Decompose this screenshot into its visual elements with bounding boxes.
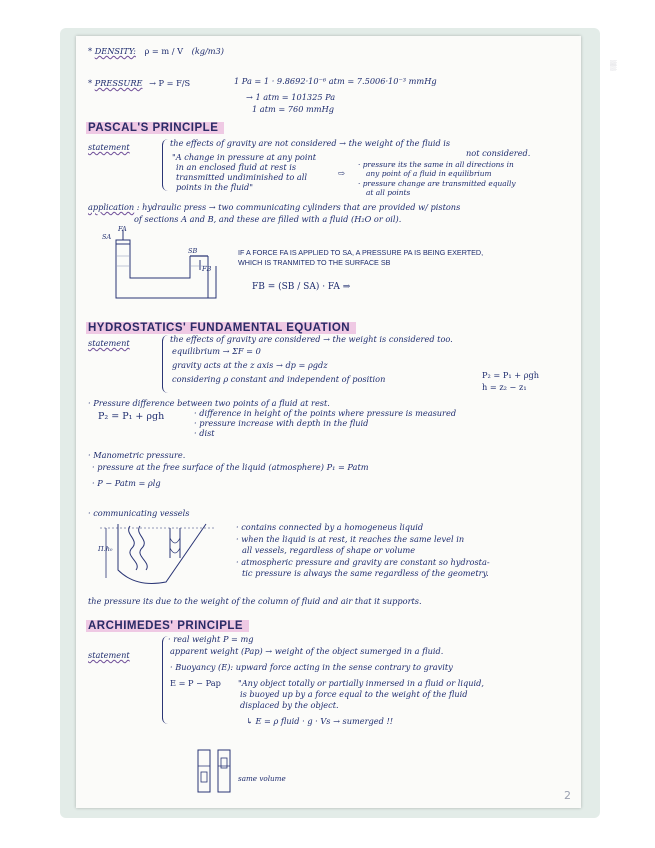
arch-brace xyxy=(162,636,169,724)
density-label: DENSITY: xyxy=(94,46,136,56)
communicating-vessels-figure xyxy=(96,518,224,590)
vessels-v3: all vessels, regardless of shape or volume xyxy=(242,545,416,555)
fb-formula: FB = (SB / SA) · FA ⇒ xyxy=(252,282,351,292)
arch-q4: ↳ E = ρ fluid · g · Vs → sumerged !! xyxy=(246,716,394,726)
bleed-through-text: ▒ xyxy=(610,60,617,70)
arch-a1: · real weight P = mg xyxy=(168,634,254,644)
arch-q2: is buoyed up by a force equal to the weight of the fluid xyxy=(240,689,468,699)
density-unit: (kg/m3) xyxy=(191,46,224,56)
hydro-eq2: h = z₂ − z₁ xyxy=(482,382,527,392)
vessels-v1: · contains connected by a homogeneus liquid xyxy=(236,522,424,532)
pascal-statement-label: statement xyxy=(88,142,130,152)
hydro-s3: gravity acts at the z axis → dp = ρgdz xyxy=(172,360,328,370)
pascal-r4: at all points xyxy=(366,188,411,197)
fig-sb: SB xyxy=(188,247,198,255)
manometric-m2: · P − Patm = ρlg xyxy=(92,478,161,488)
communicating-vessels-title: · communicating vessels xyxy=(88,508,190,518)
pascal-c1: IF A FORCE FA IS APPLIED TO SA, A PRESSURE PA IS BEING EXERTED, xyxy=(238,248,484,257)
vessels-v4: · atmospheric pressure and gravity are constant so hydrosta- xyxy=(236,557,490,567)
fig-sa: SA xyxy=(102,233,112,241)
pascal-r1: · pressure its the same in all directions in xyxy=(358,160,514,169)
arch-q1: "Any object totally or partially inmersed in a fluid or liquid, xyxy=(238,678,484,688)
arrow-icon: ⇨ xyxy=(338,168,345,178)
pascal-s3: in an enclosed fluid at rest is xyxy=(176,162,297,172)
fig-fa: FA xyxy=(118,225,127,233)
arch-statement-label: statement xyxy=(88,650,130,660)
pascal-application-label: application xyxy=(88,202,135,212)
arch-a4: E = P − Pap xyxy=(170,678,221,688)
manometric-title: · Manometric pressure. xyxy=(88,450,186,460)
hydro-s4: considering ρ constant and independent of position xyxy=(172,374,386,384)
hydro-d1: · difference in height of the points where pressure is measured xyxy=(194,408,457,418)
pascal-r3: · pressure change are transmitted equally xyxy=(358,179,516,188)
pascal-c2: WHICH IS TRANMITED TO THE SURFACE SB xyxy=(238,258,391,267)
hydro-statement-label: statement xyxy=(88,338,130,348)
pascal-a1: : hydraulic press → two communicating cylinders that are provided w/ pistons xyxy=(136,202,461,212)
pressure-difference-title: · Pressure difference between two points of a fluid at rest. xyxy=(88,398,330,408)
hydro-eq1: P₂ = P₁ + ρgh xyxy=(482,370,540,380)
pascal-s1: the effects of gravity are not considered → the weight of the fluid is xyxy=(170,138,451,148)
pressure-line: * PRESSURE → P = F/S xyxy=(88,78,191,88)
pressure-formula: → P = F/S xyxy=(149,78,191,88)
archimedes-heading: ARCHIMEDES' PRINCIPLE xyxy=(86,620,249,632)
hydro-s2: equilibrium → ΣF = 0 xyxy=(172,346,261,356)
column-weight-note: the pressure its due to the weight of the column of fluid and air that it supports. xyxy=(88,596,422,606)
pascal-s2: "A change in pressure at any point xyxy=(172,152,317,162)
pascal-conversion: 1 Pa = 1 · 9.8692·10⁻⁶ atm = 7.5006·10⁻³ mmHg xyxy=(234,76,437,86)
hydro-d3: · dist xyxy=(194,428,215,438)
manometric-m1: · pressure at the free surface of the liquid (atmosphere) P₁ = Patm xyxy=(92,462,369,472)
statement-brace xyxy=(162,139,169,191)
pascal-heading: PASCAL'S PRINCIPLE xyxy=(86,122,224,134)
pascal-s4: transmitted undiminished to all xyxy=(176,172,307,182)
pascal-application-line xyxy=(88,202,460,212)
vessels-v5: tic pressure is always the same regardless of the geometry. xyxy=(242,568,489,578)
pascal-a2: of sections A and B, and these are filled with a fluid (H₂O or oil). xyxy=(134,214,402,224)
same-volume-figure xyxy=(194,744,242,796)
page-number: 2 xyxy=(564,789,571,802)
hydrostatics-heading: HYDROSTATICS' FUNDAMENTAL EQUATION xyxy=(86,322,356,334)
atm-mmhg: 1 atm = 760 mmHg xyxy=(252,104,334,114)
arch-a2: apparent weight (Pap) → weight of the object sumerged in a fluid. xyxy=(170,646,444,656)
hydraulic-press-figure xyxy=(98,226,218,302)
pressure-difference-eq: P₂ = P₁ + ρgh xyxy=(98,411,165,422)
arch-a3: · Buoyancy (E): upward force acting in the sense contrary to gravity xyxy=(170,662,453,672)
pascal-s5: points in the fluid" xyxy=(176,182,254,192)
pascal-r2: any point of a fluid in equilibrium xyxy=(366,169,492,178)
density-line: * DENSITY: ρ = m / V (kg/m3) xyxy=(88,46,224,56)
hydro-brace xyxy=(162,335,169,393)
vessels-v2: · when the liquid is at rest, it reaches the same level in xyxy=(236,534,465,544)
atm-pascal: → 1 atm = 101325 Pa xyxy=(246,92,336,102)
pascal-s1b: not considered. xyxy=(466,148,531,158)
hydro-s1: the effects of gravity are considered → the weight is considered too. xyxy=(170,334,453,344)
arch-q3: displaced by the object. xyxy=(240,700,339,710)
fig-fb: FB xyxy=(202,265,212,273)
vessels-fig-label: Π.h₀ xyxy=(98,545,113,553)
same-volume-label: same volume xyxy=(238,774,286,783)
hydro-d2: · pressure increase with depth in the fluid xyxy=(194,418,369,428)
notebook-page xyxy=(76,36,581,808)
pressure-label: PRESSURE xyxy=(94,78,143,88)
density-formula: ρ = m / V xyxy=(144,46,184,56)
